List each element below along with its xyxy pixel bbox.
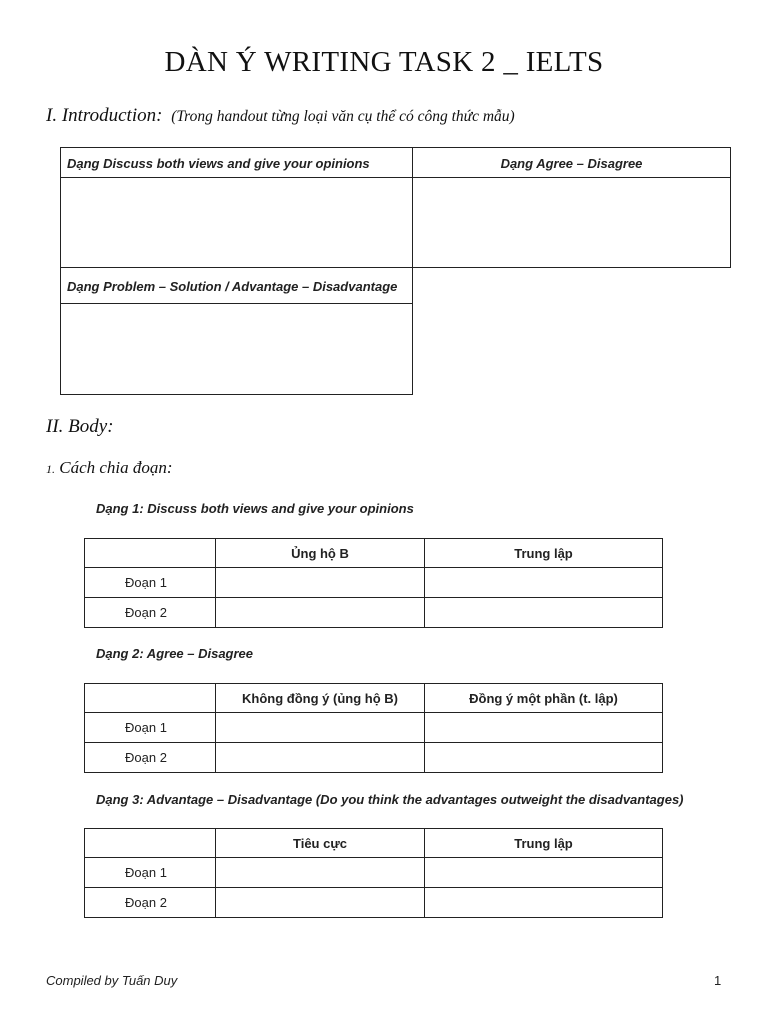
intro-note: (Trong handout từng loại văn cụ thể có công thức mẫu) (171, 108, 515, 125)
table-cell (425, 858, 663, 888)
table-1 (84, 538, 663, 628)
table-header-row (85, 539, 663, 568)
table-header-cell: Đồng ý một phần (t. lập) (425, 684, 663, 713)
table-cell (425, 598, 663, 628)
table-header-cell: Ủng hộ B (216, 539, 425, 568)
table-header-cell (85, 684, 216, 713)
table-row (85, 598, 663, 628)
intro-box-agree-disagree-label: Dạng Agree – Disagree (500, 156, 643, 171)
table-header-cell: Trung lập (425, 829, 663, 858)
intro-box-agree-disagree (412, 147, 731, 268)
table-header-cell (85, 829, 216, 858)
table-header-cell: Tiêu cực (216, 829, 425, 858)
table-cell (216, 713, 425, 743)
intro-heading-label: I. Introduction: (46, 105, 163, 126)
row-label: Đoạn 2 (85, 743, 216, 773)
table-header-cell (85, 539, 216, 568)
table-cell (216, 888, 425, 918)
table-header-cell: Trung lập (425, 539, 663, 568)
table-row (85, 568, 663, 598)
table-cell (425, 888, 663, 918)
table-cell (216, 743, 425, 773)
intro-box-problem-solution (60, 267, 413, 395)
body-subheading (46, 458, 173, 478)
table-cell (425, 568, 663, 598)
table-2-caption: Dạng 2: Agree – Disagree (96, 646, 254, 661)
body-subheading-label: Cách chia đoạn: (59, 458, 173, 477)
table-cell (216, 858, 425, 888)
table-3 (84, 828, 663, 918)
intro-box-problem-solution-label: Dạng Problem – Solution / Advantage – Disadvantage (67, 279, 398, 294)
row-label: Đoạn 1 (85, 713, 216, 743)
table-3-caption: Dạng 3: Advantage – Disadvantage (Do you think the advantages outweight the disadvantages) (96, 792, 684, 807)
table-cell (216, 598, 425, 628)
table-row (85, 888, 663, 918)
footer-page-number: 1 (714, 973, 722, 988)
row-label: Đoạn 1 (85, 568, 216, 598)
table-row (85, 713, 663, 743)
table-cell (425, 713, 663, 743)
intro-box-discuss-label: Dạng Discuss both views and give your opinions (67, 156, 370, 171)
page-title: DÀN Ý WRITING TASK 2 _ IELTS (164, 46, 604, 78)
row-label: Đoạn 1 (85, 858, 216, 888)
table-header-row (85, 684, 663, 713)
row-label: Đoạn 2 (85, 598, 216, 628)
table-row (85, 858, 663, 888)
row-label: Đoạn 2 (85, 888, 216, 918)
table-header-row (85, 829, 663, 858)
table-row (85, 743, 663, 773)
table-header-cell: Không đồng ý (ủng hộ B) (216, 684, 425, 713)
intro-box-discuss (60, 147, 413, 268)
table-cell (425, 743, 663, 773)
table-1-caption: Dạng 1: Discuss both views and give your opinions (96, 501, 414, 516)
table-cell (216, 568, 425, 598)
footer-compiled-by: Compiled by Tuấn Duy (46, 973, 178, 988)
intro-heading (46, 105, 515, 127)
body-heading: II. Body: (46, 416, 114, 437)
table-2 (84, 683, 663, 773)
body-subheading-number: 1. (46, 462, 55, 476)
